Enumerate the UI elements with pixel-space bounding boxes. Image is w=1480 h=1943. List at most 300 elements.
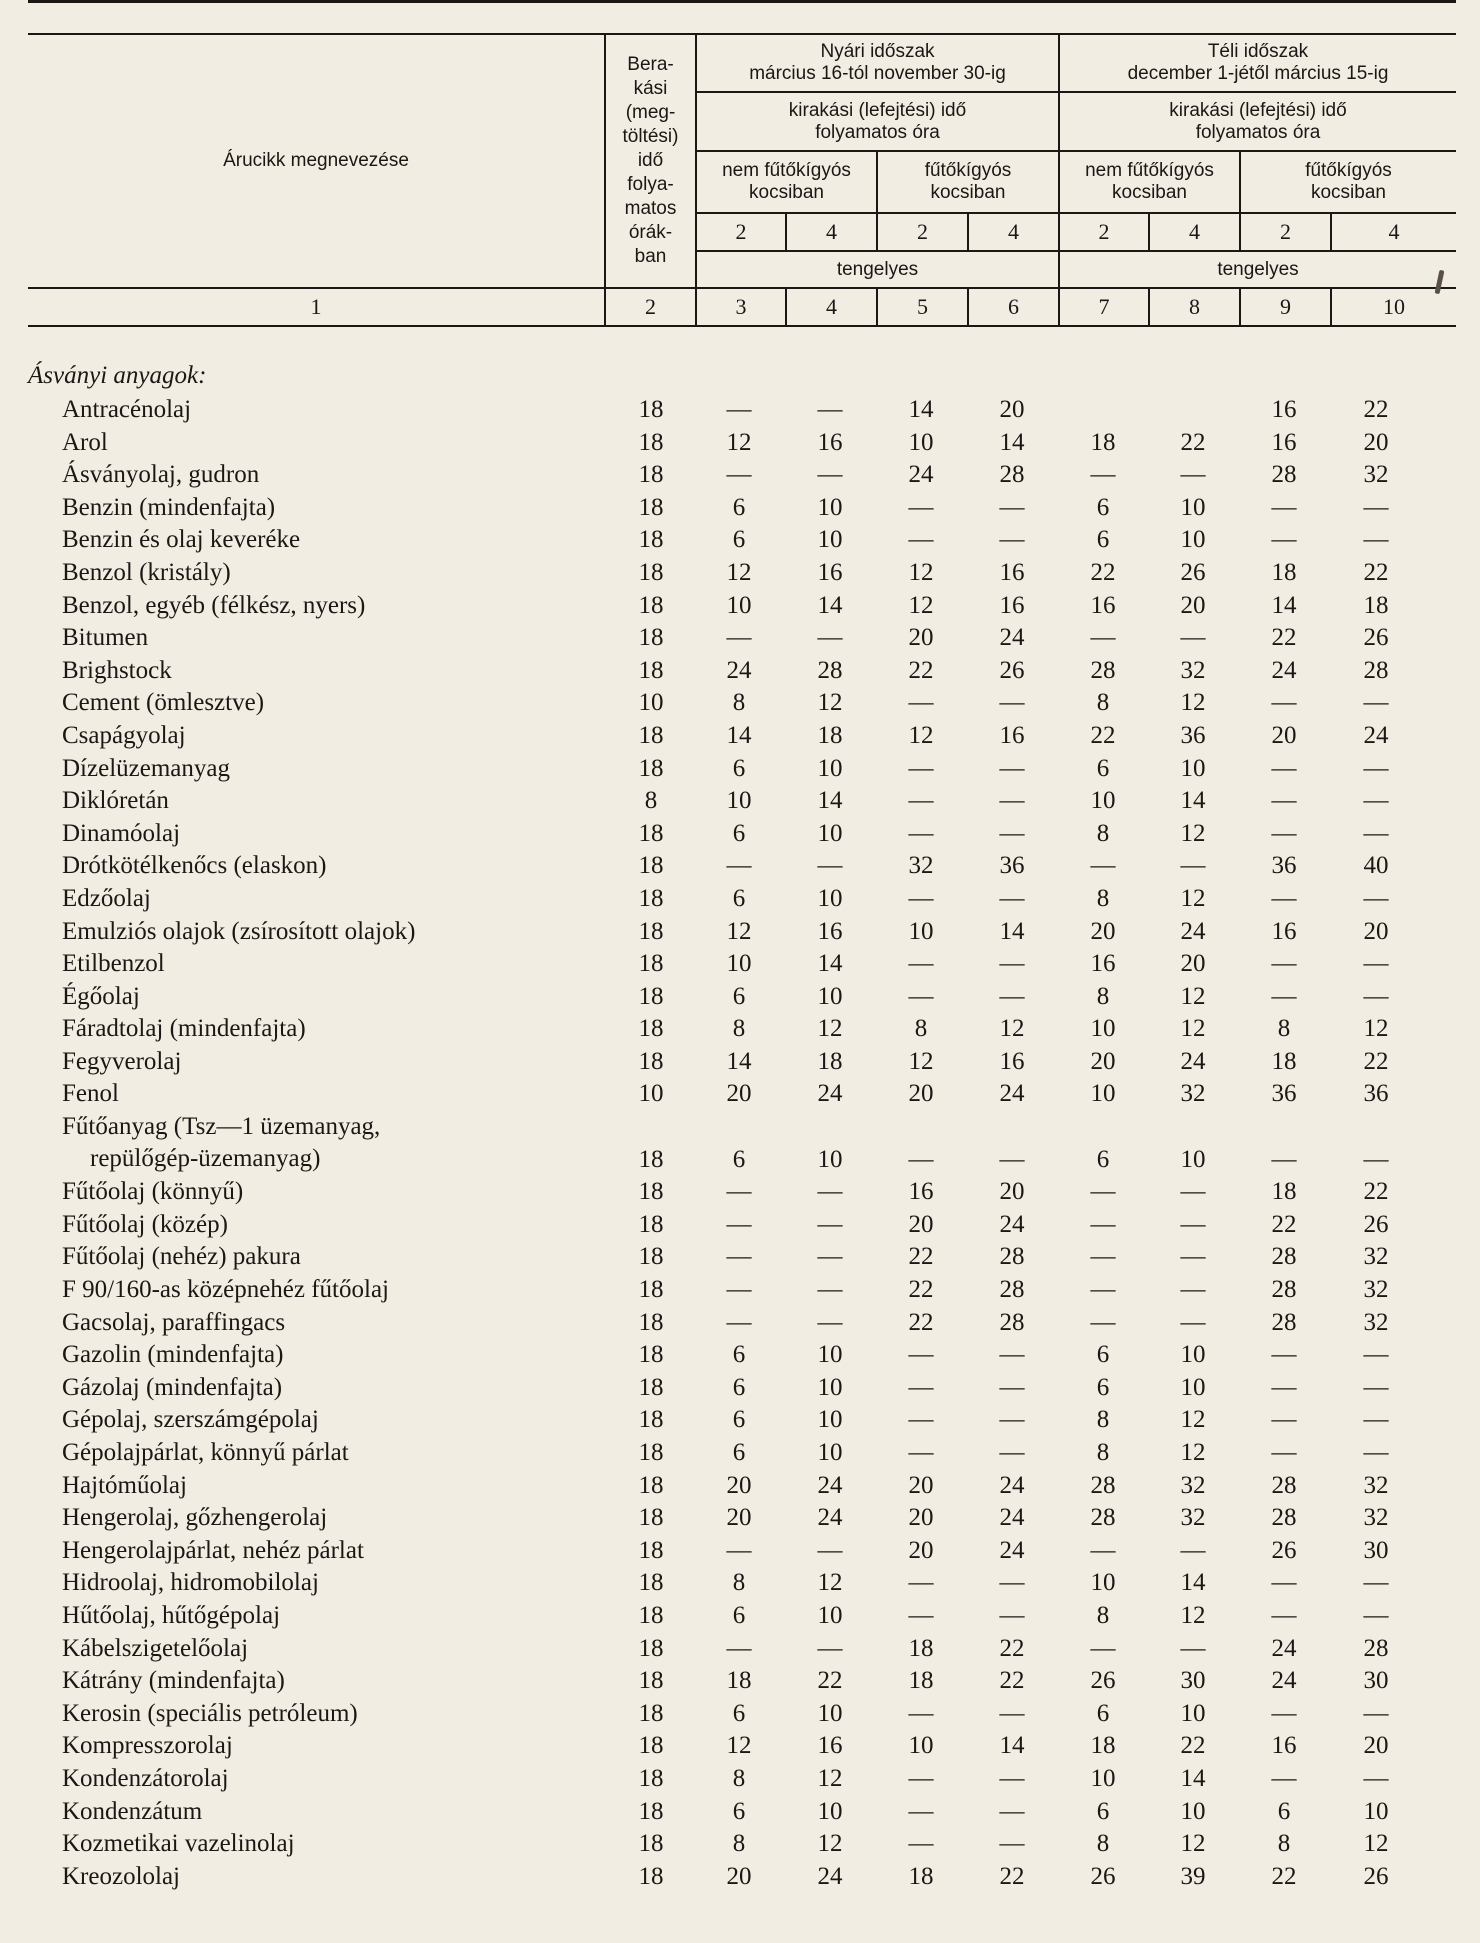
item-name	[62, 1633, 622, 1665]
table-cell: 20	[1363, 917, 1389, 945]
table-cell: —	[999, 1569, 1025, 1597]
table-cell: —	[999, 1439, 1025, 1466]
table-cell: 8	[914, 1015, 928, 1043]
item-name	[62, 753, 622, 785]
winter-no-heat-heading: nem fűtőkígyós kocsiban	[1085, 160, 1214, 203]
table-cell: 28	[817, 656, 843, 684]
table-cell: 40	[1363, 852, 1389, 880]
table-cell: —	[1271, 1145, 1297, 1173]
item-name-line: Ásványolaj, gudron	[62, 461, 260, 489]
table-cell: 16	[1271, 917, 1297, 945]
table-row	[0, 1698, 1480, 1731]
table-row	[0, 850, 1480, 883]
table-cell: 12	[1180, 884, 1206, 912]
table-row	[0, 1502, 1480, 1535]
table-cell: 14	[817, 787, 843, 815]
table-cell: 10	[817, 1439, 843, 1466]
table-cell: —	[908, 689, 934, 717]
item-name-line: Kompresszorolaj	[62, 1732, 233, 1760]
table-cell: —	[999, 819, 1025, 847]
table-cell: 16	[999, 721, 1025, 749]
table-cell: —	[1271, 1373, 1297, 1401]
table-cell: 18	[638, 754, 664, 782]
table-row	[0, 818, 1480, 851]
item-name-line: Kátrány (mindenfajta)	[62, 1667, 285, 1695]
table-cell: 24	[1363, 721, 1389, 749]
table-cell: 8	[732, 1015, 746, 1043]
table-cell: 18	[638, 1797, 664, 1825]
table-cell: 18	[638, 396, 664, 423]
table-cell: 6	[1096, 1699, 1110, 1727]
table-cell: 12	[1180, 689, 1206, 717]
table-cell: 10	[817, 1145, 843, 1173]
table-cell: 24	[1271, 1667, 1297, 1695]
item-name-line: Hidroolaj, hidromobilolaj	[62, 1569, 319, 1597]
table-cell: 18	[638, 526, 664, 554]
table-cell: 36	[1271, 852, 1297, 880]
item-name-line: Kondenzátum	[62, 1797, 203, 1825]
table-cell: 6	[732, 493, 746, 521]
table-cell: 20	[1180, 950, 1206, 978]
table-cell: 16	[1271, 1732, 1297, 1760]
table-cell: 22	[999, 1667, 1025, 1695]
table-cell: —	[1090, 1276, 1116, 1304]
table-cell: 6	[1096, 1341, 1110, 1369]
table-row	[0, 622, 1480, 655]
table-cell: 16	[817, 917, 843, 945]
table-row	[0, 1404, 1480, 1437]
axle-label: 4	[826, 219, 837, 244]
table-cell: 20	[726, 1504, 752, 1532]
table-cell: 6	[1096, 1373, 1110, 1401]
table-cell: 6	[732, 1145, 746, 1173]
col-number: 4	[826, 294, 837, 319]
table-cell: —	[908, 950, 934, 978]
item-name-line: Brighstock	[62, 656, 172, 684]
table-cell: —	[1180, 1178, 1206, 1206]
table-row	[0, 1339, 1480, 1372]
table-cell: 6	[1096, 493, 1110, 521]
table-cell: —	[1363, 982, 1389, 1010]
table-cell: 10	[817, 1699, 843, 1727]
item-name	[62, 459, 622, 491]
item-name	[62, 850, 622, 882]
summer-heat-heading: fűtőkígyós kocsiban	[924, 160, 1012, 203]
table-cell: 8	[1096, 1406, 1110, 1434]
item-name	[62, 1698, 622, 1730]
table-cell: 14	[726, 721, 752, 749]
table-row	[0, 1046, 1480, 1079]
table-row	[0, 916, 1480, 949]
table-row	[0, 1470, 1480, 1503]
table-cell: 6	[732, 1406, 746, 1434]
item-name-line: Benzin (mindenfajta)	[62, 493, 276, 521]
item-name	[62, 557, 622, 589]
table-cell: —	[1363, 689, 1389, 717]
table-cell: —	[817, 1243, 843, 1271]
table-cell: 22	[999, 1634, 1025, 1662]
table-cell: 18	[638, 428, 664, 456]
table-cell: 20	[908, 1536, 934, 1564]
table-cell: 18	[638, 558, 664, 586]
table-row	[0, 1828, 1480, 1861]
item-name	[62, 1307, 622, 1339]
table-cell: —	[1363, 493, 1389, 521]
table-cell: —	[726, 1243, 752, 1271]
table-cell: 10	[726, 950, 752, 978]
item-name-line: Hajtóműolaj	[62, 1471, 187, 1499]
table-cell: 32	[908, 852, 934, 880]
item-name	[62, 1176, 622, 1208]
table-cell: —	[1090, 1210, 1116, 1238]
table-cell: 18	[638, 1471, 664, 1499]
table-cell: 18	[638, 1536, 664, 1564]
table-cell: 14	[1180, 787, 1206, 815]
item-name-line: Cement (ömlesztve)	[62, 689, 265, 717]
table-cell: 6	[732, 819, 746, 847]
table-cell: —	[726, 1276, 752, 1304]
table-cell: 18	[638, 1439, 664, 1466]
table-cell: 14	[1271, 591, 1297, 619]
table-cell: 10	[1180, 1373, 1206, 1401]
table-cell: 20	[1090, 917, 1116, 945]
table-row	[0, 524, 1480, 557]
table-cell: 18	[1090, 428, 1116, 456]
item-name	[62, 687, 622, 719]
table-cell: 18	[638, 1732, 664, 1760]
table-cell: —	[817, 1308, 843, 1336]
item-name-line: Fűtőolaj (nehéz) pakura	[62, 1243, 301, 1271]
table-cell: 28	[1271, 1504, 1297, 1532]
axle-label: 4	[1189, 219, 1200, 244]
table-cell: 20	[908, 1471, 934, 1499]
item-name-line: Benzol (kristály)	[62, 558, 231, 586]
table-cell: 18	[638, 624, 664, 652]
table-cell: 20	[726, 1080, 752, 1108]
table-cell: 18	[638, 1699, 664, 1727]
item-name	[62, 1828, 622, 1860]
item-name-line: Diklóretán	[62, 787, 169, 815]
table-row	[0, 492, 1480, 525]
item-name-line: Gacsolaj, paraffingacs	[62, 1308, 286, 1336]
table-cell: 12	[817, 689, 843, 717]
table-cell: 12	[908, 558, 934, 586]
item-name	[62, 1730, 622, 1762]
table-cell: —	[726, 396, 752, 423]
table-cell: 18	[638, 1504, 664, 1532]
table-cell: 30	[1180, 1667, 1206, 1695]
table-cell: —	[999, 526, 1025, 554]
winter-heat-heading: fűtőkígyós kocsiban	[1305, 160, 1392, 203]
table-cell: 18	[817, 1047, 843, 1075]
table-row	[0, 1600, 1480, 1633]
table-cell: 14	[726, 1047, 752, 1075]
table-cell: 8	[1277, 1015, 1291, 1043]
table-cell: —	[1363, 1373, 1389, 1401]
table-cell: —	[726, 852, 752, 880]
item-name	[62, 1567, 622, 1599]
table-cell: 6	[732, 1439, 746, 1466]
table-cell: 10	[726, 591, 752, 619]
table-row	[0, 753, 1480, 786]
item-name-line: Antracénolaj	[62, 396, 192, 423]
table-row	[0, 1567, 1480, 1600]
table-cell: 12	[726, 558, 752, 586]
table-cell: —	[1090, 1308, 1116, 1336]
table-cell: 10	[1090, 1569, 1116, 1597]
table-cell: 24	[999, 1471, 1025, 1499]
table-cell: 22	[1363, 558, 1389, 586]
table-cell: 10	[1363, 1797, 1389, 1825]
table-cell: 18	[638, 1145, 664, 1173]
item-name	[62, 1502, 622, 1534]
table-cell: 36	[1180, 721, 1206, 749]
table-cell: —	[817, 624, 843, 652]
table-cell: 20	[1180, 591, 1206, 619]
item-name	[62, 785, 622, 817]
item-name-line: Kábelszigetelőolaj	[62, 1634, 249, 1662]
table-cell: 36	[1363, 1080, 1389, 1108]
table-cell: —	[908, 1569, 934, 1597]
table-cell: 18	[726, 1667, 752, 1695]
table-cell: 10	[817, 884, 843, 912]
item-name	[62, 1046, 622, 1078]
table-cell: 10	[1180, 1145, 1206, 1173]
col-load-heading: Bera- kási (meg- töltési) idő folya- matos órák- ban	[622, 54, 679, 267]
item-name-line: Edzőolaj	[62, 884, 151, 912]
table-cell: —	[1180, 1210, 1206, 1238]
col-number: 3	[735, 294, 747, 319]
table-cell: 8	[732, 689, 746, 717]
item-name-line-2: repülőgép-üzemanyag)	[90, 1145, 321, 1173]
item-name-line: Fenol	[62, 1080, 119, 1108]
table-cell: —	[817, 1210, 843, 1238]
table-cell: —	[817, 1634, 843, 1662]
table-row	[0, 1176, 1480, 1209]
table-row	[0, 1796, 1480, 1829]
item-name	[62, 1600, 622, 1632]
table-cell: —	[1090, 1536, 1116, 1564]
table-cell: —	[1363, 1569, 1389, 1597]
table-cell: 10	[908, 1732, 934, 1760]
table-cell: —	[908, 1830, 934, 1858]
summer-axle-caption: tengelyes	[836, 258, 919, 280]
table-cell: —	[999, 1699, 1025, 1727]
table-cell: —	[1363, 950, 1389, 978]
table-cell: 10	[1180, 526, 1206, 554]
table-cell: 10	[1090, 1015, 1116, 1043]
table-cell: 6	[1096, 1797, 1110, 1825]
axle-label: 2	[1098, 219, 1110, 244]
table-cell: 10	[726, 787, 752, 815]
table-cell: 8	[1096, 982, 1110, 1010]
table-cell: —	[1271, 1601, 1297, 1629]
table-cell: 12	[726, 428, 752, 456]
table-cell: 18	[1271, 1047, 1297, 1075]
table-cell: 8	[732, 1764, 746, 1792]
table-row	[0, 981, 1480, 1014]
table-cell: —	[999, 1797, 1025, 1825]
table-cell: —	[1363, 754, 1389, 782]
table-cell: 12	[1180, 1601, 1206, 1629]
table-row	[0, 1241, 1480, 1274]
table-row	[0, 1307, 1480, 1340]
table-cell: 18	[908, 1862, 934, 1890]
table-cell: —	[1271, 1764, 1297, 1792]
table-cell: —	[817, 1178, 843, 1206]
table-cell: 36	[999, 852, 1025, 880]
table-cell: —	[908, 493, 934, 521]
table-cell: 28	[1090, 656, 1116, 684]
item-name	[62, 1535, 622, 1567]
table-cell: —	[908, 1764, 934, 1792]
table-cell: 12	[726, 1732, 752, 1760]
table-cell: 20	[1363, 1732, 1389, 1760]
table-cell: 14	[999, 1732, 1025, 1760]
table-cell: 16	[999, 558, 1025, 586]
table-cell: 6	[732, 1341, 746, 1369]
table-cell: —	[999, 1341, 1025, 1369]
table-body	[0, 394, 1480, 1893]
table-cell: 16	[999, 591, 1025, 619]
table-cell: —	[1090, 461, 1116, 489]
table-cell: 18	[638, 1341, 664, 1369]
table-cell: 26	[1271, 1536, 1297, 1564]
item-name	[62, 883, 622, 915]
table-cell: 18	[638, 1178, 664, 1206]
table-cell: —	[999, 1406, 1025, 1434]
table-cell: 18	[638, 1243, 664, 1271]
table-cell: 10	[817, 493, 843, 521]
table-cell: —	[999, 1830, 1025, 1858]
table-cell: 12	[726, 917, 752, 945]
table-cell: 6	[1096, 754, 1110, 782]
item-name-line: Arol	[62, 428, 108, 456]
table-cell: 12	[999, 1015, 1025, 1043]
item-name	[62, 818, 622, 850]
item-name-line: Gazolin (mindenfajta)	[62, 1341, 284, 1369]
item-name	[62, 1111, 622, 1175]
table-cell: 6	[732, 884, 746, 912]
table-cell: —	[726, 1634, 752, 1662]
table-cell: —	[1180, 461, 1206, 489]
table-cell: —	[1363, 1764, 1389, 1792]
item-name-line: Gázolaj (mindenfajta)	[62, 1373, 283, 1401]
table-cell: —	[1180, 1634, 1206, 1662]
item-name	[62, 1665, 622, 1697]
table-cell: 18	[638, 950, 664, 978]
table-cell: —	[1271, 787, 1297, 815]
table-cell: 32	[1180, 1080, 1206, 1108]
table-cell: 10	[817, 1341, 843, 1369]
table-cell: 6	[732, 1601, 746, 1629]
table-row	[0, 1633, 1480, 1666]
table-cell: 14	[817, 591, 843, 619]
item-name	[62, 1372, 622, 1404]
table-cell: 12	[1363, 1830, 1389, 1858]
item-name	[62, 1470, 622, 1502]
table-cell: 18	[638, 917, 664, 945]
table-cell: —	[908, 1699, 934, 1727]
table-cell: —	[1180, 852, 1206, 880]
table-cell: —	[1271, 1341, 1297, 1369]
table-cell: 18	[1271, 558, 1297, 586]
table-cell: 12	[908, 1047, 934, 1075]
table-cell: 24	[999, 1080, 1025, 1108]
table-cell: —	[1271, 819, 1297, 847]
table-cell: —	[999, 754, 1025, 782]
table-row	[0, 1274, 1480, 1307]
winter-axle-caption: tengelyes	[1217, 258, 1299, 280]
table-cell: —	[908, 1341, 934, 1369]
table-row	[0, 948, 1480, 981]
table-cell: 18	[638, 461, 664, 489]
item-name	[62, 1274, 622, 1306]
table-cell: 12	[1180, 1406, 1206, 1434]
table-cell: 16	[1090, 950, 1116, 978]
table-cell: —	[1090, 1178, 1116, 1206]
table-cell: —	[999, 1373, 1025, 1401]
table-cell: 18	[1363, 591, 1389, 619]
summer-no-heat-heading: nem fűtőkígyós kocsiban	[722, 160, 851, 203]
col-number: 7	[1098, 294, 1110, 319]
table-cell: 26	[1090, 1862, 1116, 1890]
table-cell: 28	[999, 461, 1025, 489]
table-cell: 12	[1180, 982, 1206, 1010]
table-cell: —	[999, 493, 1025, 521]
item-name-line: Emulziós olajok (zsírosított olajok)	[62, 917, 416, 945]
axle-label: 2	[1280, 219, 1291, 244]
table-cell: 24	[817, 1504, 843, 1532]
table-cell: 24	[726, 656, 752, 684]
table-cell: —	[1363, 1406, 1389, 1434]
table-cell: —	[1180, 1243, 1206, 1271]
table-cell: 26	[1090, 1667, 1116, 1695]
table-cell: 8	[1096, 1601, 1110, 1629]
table-cell: 8	[1096, 1439, 1110, 1466]
item-name-line: Égőolaj	[62, 982, 140, 1010]
table-cell: —	[908, 982, 934, 1010]
item-name-line: Hengerolaj, gőzhengerolaj	[62, 1504, 328, 1532]
table-cell: 16	[908, 1178, 934, 1206]
table-cell: —	[1180, 624, 1206, 652]
item-name-line: Kondenzátorolaj	[62, 1764, 229, 1792]
axle-label: 2	[917, 219, 928, 244]
table-cell: 18	[638, 591, 664, 619]
table-cell: 10	[817, 1406, 843, 1434]
table-cell: 10	[1180, 754, 1206, 782]
table-cell: 28	[1271, 1471, 1297, 1499]
table-cell: 14	[817, 950, 843, 978]
table-cell: 24	[999, 1536, 1025, 1564]
col-name-heading: Árucikk megnevezése	[223, 150, 409, 171]
table-cell: 22	[1090, 558, 1116, 586]
table-cell: —	[1363, 787, 1389, 815]
table-cell: —	[1363, 1699, 1389, 1727]
table-cell: 18	[817, 721, 843, 749]
table-cell: 10	[908, 428, 934, 456]
table-cell: 16	[817, 428, 843, 456]
col-number: 8	[1189, 294, 1200, 319]
table-row	[0, 1861, 1480, 1894]
item-name-line: Fűtőolaj (könnyű)	[62, 1178, 244, 1206]
table-cell: 10	[1090, 787, 1116, 815]
table-cell: 20	[1271, 721, 1297, 749]
table-cell: —	[908, 787, 934, 815]
table-cell: 12	[817, 1569, 843, 1597]
table-cell: 12	[817, 1015, 843, 1043]
table-cell: 22	[1363, 1047, 1389, 1075]
